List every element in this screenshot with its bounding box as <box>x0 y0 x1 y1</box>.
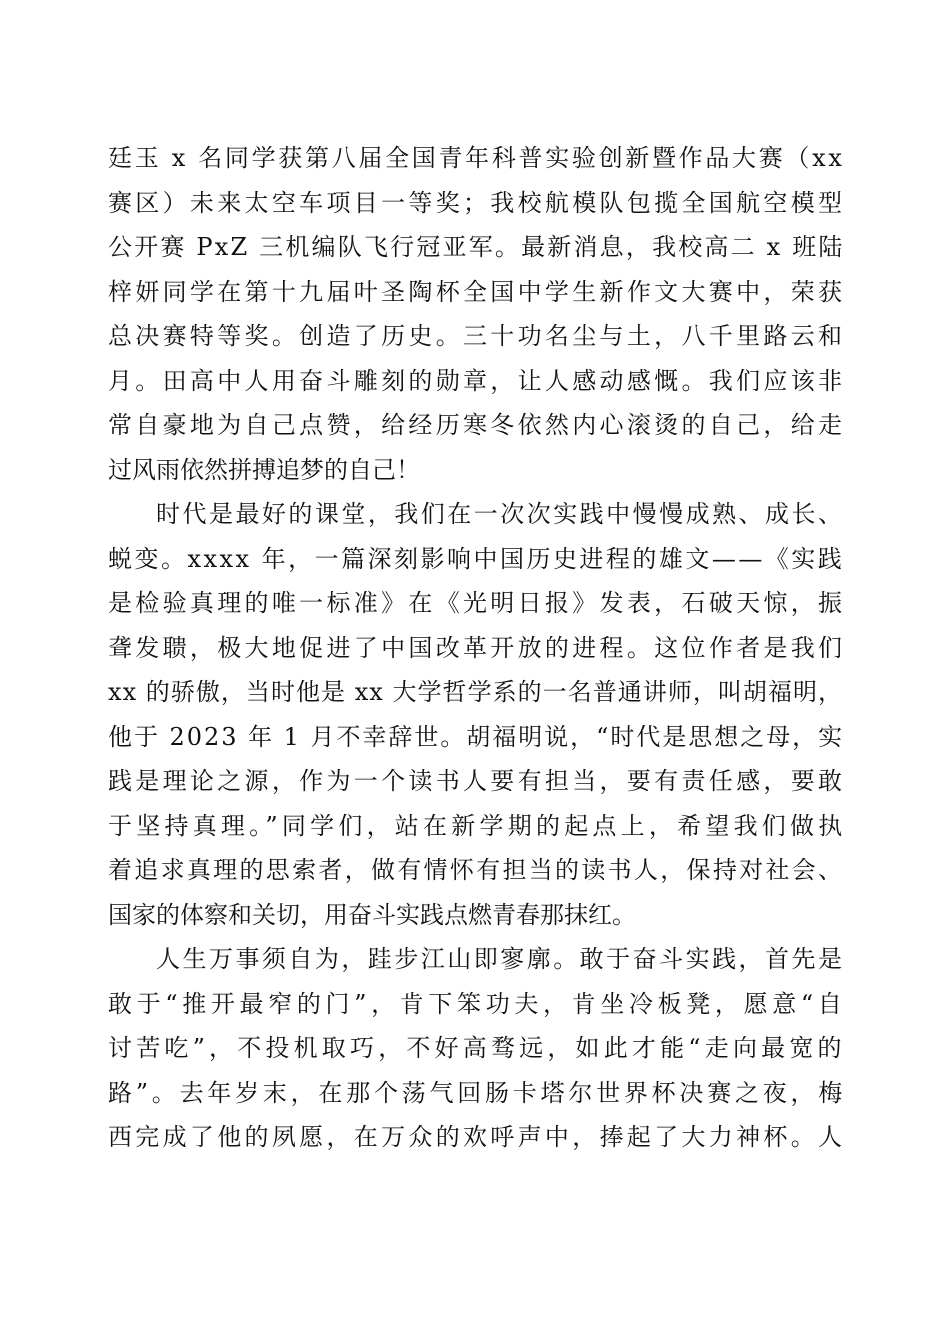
text-line: 过风雨依然拼搏追梦的自己！ <box>108 456 420 484</box>
text-line: 总决赛特等奖。创造了历史。三十功名尘与土，八千里路云和 <box>108 322 846 350</box>
text-line: 敢于“推开最窄的门”，肯下笨功夫，肯坐冷板凳，愿意“自 <box>108 990 847 1018</box>
text-line: 人生万事须自为，跬步江山即寥廓。敢于奋斗实践，首先是 <box>156 945 845 973</box>
text-line: 廷玉 x 名同学获第八届全国青年科普实验创新暨作品大赛（xx <box>108 144 845 172</box>
text-line: 赛区）未来太空车项目一等奖；我校航模队包揽全国航空模型 <box>108 189 846 217</box>
text-line: 践是理论之源，作为一个读书人要有担当，要有责任感，要敢 <box>108 767 846 795</box>
text-line: 他于 2023 年 1 月不幸辞世。胡福明说，“时代是思想之母，实 <box>108 723 845 751</box>
text-line: 蜕变。xxxx 年，一篇深刻影响中国历史进程的雄文——《实践 <box>108 545 845 573</box>
text-line: 时代是最好的课堂，我们在一次次实践中慢慢成熟、成长、 <box>156 500 845 528</box>
text-line: xx 的骄傲，当时他是 xx 大学哲学系的一名普通讲师，叫胡福明， <box>108 678 844 706</box>
text-line: 讨苦吃”，不投机取巧，不好高骛远，如此才能“走向最宽的 <box>108 1034 846 1062</box>
text-line: 月。田高中人用奋斗雕刻的勋章，让人感动感慨。我们应该非 <box>108 367 846 395</box>
text-line: 国家的体察和关切，用奋斗实践点燃青春那抹红。 <box>108 901 636 929</box>
text-line: 路”。去年岁末，在那个荡气回肠卡塔尔世界杯决赛之夜，梅 <box>108 1079 847 1107</box>
text-line: 梓妍同学在第十九届叶圣陶杯全国中学生新作文大赛中，荣获 <box>108 278 846 306</box>
text-line: 公开赛 PxZ 三机编队飞行冠亚军。最新消息，我校高二 x 班陆 <box>108 233 845 261</box>
text-line: 是检验真理的唯一标准》在《光明日报》发表，石破天惊，振 <box>108 589 846 617</box>
text-line: 于坚持真理。”同学们，站在新学期的起点上，希望我们做执 <box>108 812 847 840</box>
text-line: 聋发聩，极大地促进了中国改革开放的进程。这位作者是我们 <box>108 634 846 662</box>
text-line: 西完成了他的夙愿，在万众的欢呼声中，捧起了大力神杯。人 <box>108 1123 846 1151</box>
text-line: 着追求真理的思索者，做有情怀有担当的读书人，保持对社会、 <box>108 856 845 884</box>
text-line: 常自豪地为自己点赞，给经历寒冬依然内心滚烫的自己，给走 <box>108 411 846 439</box>
